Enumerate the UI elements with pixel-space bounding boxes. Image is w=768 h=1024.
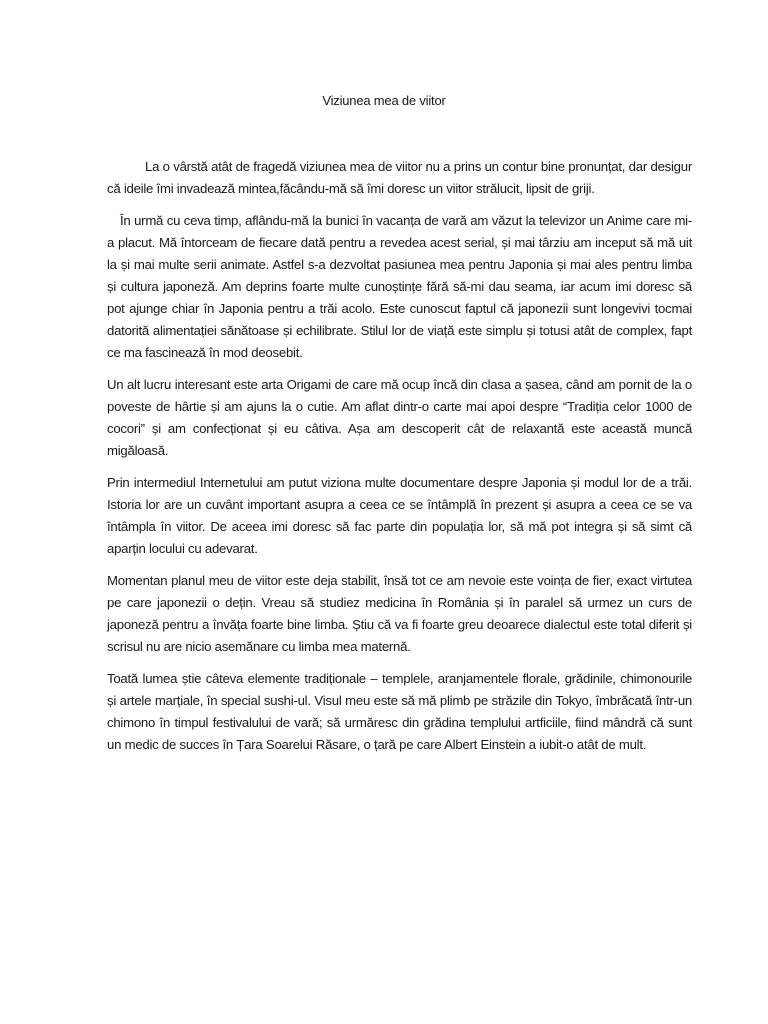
paragraph-4: Prin intermediul Internetului am putut viziona multe documentare despre Japonia și modul lor de a trăi. Istoria lor are un cuvânt important asupra a ceea ce se întâmplă în prezent și asupra a ceea ce se va întâmpla în viitor. De aceea imi doresc să fac parte din populația lor, să mă pot integra și să simt că aparțin locului cu adevarat. [107, 475, 692, 556]
paragraph-1: La o vârstă atât de fragedă viziunea mea de viitor nu a prins un contur bine pronunțat, dar desigur că ideile îmi invadează mintea,făcându-mă să îmi doresc un viitor strălucit, lipsit de griji. [107, 159, 692, 196]
paragraph-2: În urmă cu ceva timp, aflându-mă la bunici în vacanța de vară am văzut la televizor un Anime care mi-a placut. Mă întorceam de fiecare dată pentru a revedea acest serial, și mai târziu am inceput să mă uit la și mai multe serii animate. Astfel s-a dezvoltat pasiunea mea pentru Japonia și mai ales pentru limba și cultura japoneză. Am deprins foarte multe cunoștințe fără să-mi dau seama, iar acum imi doresc să pot ajunge chiar în Japonia pentru a trăi acolo. Este cunoscut faptul că japonezii sunt longevivi tocmai datorită alimentației sănătoase și echilibrate. Stilul lor de viață este simplu și totusi atât de complex, fapt ce ma fascinează în mod deosebit. [107, 213, 692, 360]
paragraph-6: Toată lumea știe câteva elemente tradiționale – templele, aranjamentele florale, grădinile, chimonourile și artele marțiale, în special sushi-ul. Visul meu este să mă plimb pe străzile din Tokyo, îmbrăcată într-un chimono în timpul festivalului de vară; să urmăresc din grădina templului artficiile, fiind mândră că sunt un medic de succes în Țara Soarelui Răsare, o țară pe care Albert Einstein a iubit-o atât de mult. [107, 671, 692, 752]
document-title: Viziunea mea de viitor [322, 93, 446, 108]
paragraph-3: Un alt lucru interesant este arta Origami de care mă ocup încă din clasa a șasea, când am pornit de la o poveste de hârtie și am ajuns la o cutie. Am aflat dintr-o carte mai apoi despre “Tradiția celor 1000 de cocori” și am confecționat și eu câtiva. Așa am descoperit cât de relaxantă este această muncă migăloasă. [107, 377, 692, 458]
document-body [107, 156, 692, 766]
paragraph-5: Momentan planul meu de viitor este deja stabilit, însă tot ce am nevoie este voința de fier, exact virtutea pe care japonezii o dețin. Vreau să studiez medicina în România și în paralel să urmez un curs de japoneză pentru a învăța foarte bine limba. Știu că va fi foarte greu deoarece dialectul este total diferit și scrisul nu are nicio asemănare cu limba mea maternă. [107, 573, 692, 654]
